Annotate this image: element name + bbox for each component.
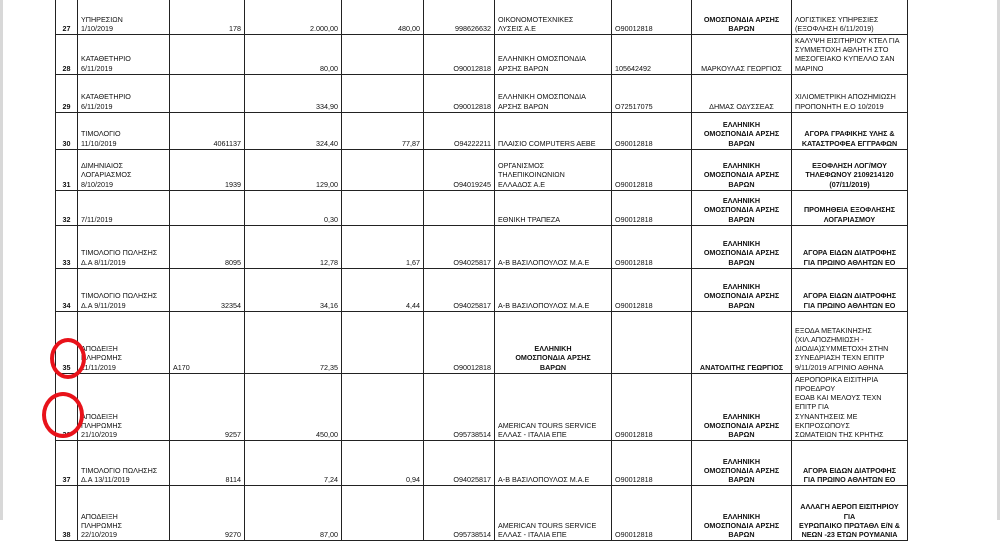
beneficiary-cell-line: ΟΜΟΣΠΟΝΔΙΑ ΑΡΣΗΣ: [703, 205, 780, 215]
beneficiary-cell: [692, 373, 792, 440]
description-cell-line: (ΧΙΛ.ΑΠΟΖΗΜΙΩΣΗ -: [795, 335, 864, 344]
code-cell: O90012818: [612, 190, 692, 225]
description-cell-line: ΣΥΝΑΝΤΗΣΕΙΣ ΜΕ ΕΚΠΡΟΣΩΠΟΥΣ: [795, 411, 858, 430]
payee-cell: [495, 74, 612, 112]
vat-cell: [342, 373, 424, 440]
description-cell-line: ΣΥΜΜΕΤΟΧΗ ΑΘΛΗΤΗ ΣΤΟ: [795, 45, 889, 55]
document-number: [170, 74, 245, 112]
amount-cell: 12,78: [245, 225, 342, 268]
beneficiary-cell-line: ΟΜΟΣΠΟΝΔΙΑ ΑΡΣΗΣ: [703, 170, 780, 180]
document-number: 32354: [170, 268, 245, 311]
description-cell-line: 9/11/2019 ΑΓΡΙΝΙΟ ΑΘΗΝΑ: [795, 362, 884, 372]
table-row: [56, 311, 908, 373]
table-row: [56, 74, 908, 112]
code-cell: [612, 311, 692, 373]
description-cell-line: ΕΞΟΔΑ ΜΕΤΑΚΙΝΗΣΗΣ: [795, 325, 872, 335]
expense-ledger-table: [55, 0, 908, 541]
payee-cell-line: Α-Β ΒΑΣΙΛΟΠΟΥΛΟΣ Μ.Α.Ε: [498, 475, 590, 485]
beneficiary-cell: [692, 268, 792, 311]
payee-cell-line: ΑΡΣΗΣ ΒΑΡΩΝ: [498, 63, 549, 73]
document-number: 8114: [170, 441, 245, 486]
description-cell-line: ΚΑΤΑΣΤΡΟΦΕΑ ΕΓΓΡΑΦΩΝ: [801, 138, 898, 148]
document-type-date-line: 7/11/2019: [81, 214, 113, 224]
beneficiary-cell-line: ΒΑΡΩΝ: [728, 214, 755, 224]
document-type-date-line: ΑΠΟΔΕΙΞΗ: [81, 511, 118, 521]
amount-cell: 34,16: [245, 268, 342, 311]
tax-id-cell: O94025817: [424, 441, 495, 486]
document-type-date-line: 6/11/2019: [81, 101, 113, 111]
payee-cell-line: ΕΛΛΑΣ - ΙΤΑΛΙΑ ΕΠΕ: [498, 530, 567, 540]
document-number: [170, 190, 245, 225]
payee-cell: [495, 225, 612, 268]
beneficiary-cell-line: ΒΑΡΩΝ: [728, 430, 755, 440]
document-type-date: [78, 441, 170, 486]
tax-id-cell: O90012818: [424, 74, 495, 112]
description-cell-line: ΑΓΟΡΑ ΕΙΔΩΝ ΔΙΑΤΡΟΦΗΣ: [802, 465, 897, 475]
row-number: 29: [56, 74, 78, 112]
beneficiary-cell: [692, 190, 792, 225]
document-number: 178: [170, 0, 245, 35]
description-cell: [792, 190, 908, 225]
vat-cell: 0,94: [342, 441, 424, 486]
beneficiary-cell-line: ΔΗΜΑΣ ΟΔΥΣΣΕΑΣ: [709, 101, 774, 111]
document-type-date-line: ΤΙΜΟΛΟΓΙΟ ΠΩΛΗΣΗΣ: [81, 465, 158, 475]
payee-cell-line: ΑΡΣΗΣ ΒΑΡΩΝ: [498, 101, 549, 111]
description-cell: [792, 268, 908, 311]
description-cell-line: ΣΩΜΑΤΕΙΩΝ ΤΗΣ ΚΡΗΤΗΣ: [795, 430, 884, 440]
beneficiary-cell-line: ΒΑΡΩΝ: [728, 300, 755, 310]
beneficiary-cell-line: ΟΜΟΣΠΟΝΔΙΑ ΑΡΣΗΣ: [703, 420, 780, 430]
beneficiary-cell-line: ΒΑΡΩΝ: [728, 257, 755, 267]
amount-cell: 87,00: [245, 486, 342, 541]
document-type-date-line: Δ.Α 9/11/2019: [81, 300, 126, 310]
beneficiary-cell-line: ΕΛΛΗΝΙΚΗ: [722, 411, 761, 421]
document-number: 4061137: [170, 112, 245, 149]
beneficiary-cell-line: ΟΜΟΣΠΟΝΔΙΑ ΑΡΣΗΣ: [703, 129, 780, 139]
row-number: 33: [56, 225, 78, 268]
tax-id-cell: O94025817: [424, 225, 495, 268]
payee-cell-line: ΠΛΑΙΣΙΟ COMPUTERS AEBE: [498, 138, 596, 148]
row-number: 34: [56, 268, 78, 311]
description-cell-line: (ΕΞΟΦΛΗΣΗ 6/11/2019): [795, 23, 874, 33]
payee-cell-line: ΟΡΓΑΝΙΣΜΟΣ: [498, 161, 545, 171]
description-cell-line: (07/11/2019): [829, 179, 870, 189]
amount-cell: 0,30: [245, 190, 342, 225]
row-number: 32: [56, 190, 78, 225]
amount-cell: 324,40: [245, 112, 342, 149]
amount-cell: 7,24: [245, 441, 342, 486]
vat-cell: 4,44: [342, 268, 424, 311]
beneficiary-cell: [692, 311, 792, 373]
description-cell: [792, 35, 908, 75]
document-type-date: [78, 74, 170, 112]
beneficiary-cell-line: ΒΑΡΩΝ: [728, 530, 755, 540]
beneficiary-cell-line: ΕΛΛΗΝΙΚΗ: [722, 456, 761, 466]
document-type-date-line: ΠΛΗΡΩΜΗΣ: [81, 520, 122, 530]
description-cell-line: ΑΓΟΡΑ ΕΙΔΩΝ ΔΙΑΤΡΟΦΗΣ: [802, 248, 897, 258]
beneficiary-cell-line: ΒΑΡΩΝ: [728, 138, 755, 148]
code-cell: O90012818: [612, 486, 692, 541]
document-type-date-line: Δ.Α 8/11/2019: [81, 257, 126, 267]
row-number: 27: [56, 0, 78, 35]
amount-cell: 80,00: [245, 35, 342, 75]
payee-cell: [495, 190, 612, 225]
description-cell-line: ΠΡΟΠΟΝΗΤΗ Ε.Ο 10/2019: [795, 101, 884, 111]
description-cell: [792, 74, 908, 112]
description-cell-line: ΝΕΩΝ -23 ΕΤΩΝ ΡΟΥΜΑΝΙΑ: [801, 530, 898, 540]
description-cell-line: ΑΓΟΡΑ ΓΡΑΦΙΚΗΣ ΥΛΗΣ &: [804, 129, 895, 139]
document-type-date: [78, 35, 170, 75]
tax-id-cell: O94019245: [424, 149, 495, 190]
document-number: 9270: [170, 486, 245, 541]
beneficiary-cell-line: ΕΛΛΗΝΙΚΗ: [722, 120, 761, 130]
code-cell: O90012818: [612, 441, 692, 486]
beneficiary-cell-line: ΜΑΡΚΟΥΛΑΣ ΓΕΩΡΓΙΟΣ: [701, 63, 782, 73]
description-cell: [792, 441, 908, 486]
document-type-date-line: 22/10/2019: [81, 530, 117, 540]
table-row: [56, 373, 908, 440]
document-number: [170, 35, 245, 75]
beneficiary-cell: [692, 35, 792, 75]
document-number: 9257: [170, 373, 245, 440]
description-cell: [792, 486, 908, 541]
payee-cell-line: ΟΜΟΣΠΟΝΔΙΑ ΑΡΣΗΣ: [515, 353, 591, 363]
beneficiary-cell-line: ΟΜΟΣΠΟΝΔΙΑ ΑΡΣΗΣ: [703, 248, 780, 258]
code-cell: O90012818: [612, 225, 692, 268]
description-cell-line: ΛΟΓΙΣΤΙΚΕΣ ΥΠΗΡΕΣΙΕΣ: [795, 14, 879, 24]
description-cell: [792, 149, 908, 190]
row-number: 28: [56, 35, 78, 75]
tax-id-cell: O94222211: [424, 112, 495, 149]
table-row: [56, 149, 908, 190]
table-row: [56, 0, 908, 35]
vat-cell: 480,00: [342, 0, 424, 35]
description-cell-line: ΜΕΣΟΓΕΙΑΚΟ ΚΥΠΕΛΛΟ ΣΑΝ: [795, 54, 895, 64]
row-number: 31: [56, 149, 78, 190]
beneficiary-cell: [692, 0, 792, 35]
document-type-date-line: 11/10/2019: [81, 138, 117, 148]
beneficiary-cell-line: ΟΜΟΣΠΟΝΔΙΑ ΑΡΣΗΣ: [703, 14, 780, 24]
tax-id-cell: O95738514: [424, 373, 495, 440]
document-type-date-line: ΑΠΟΔΕΙΞΗ: [81, 411, 118, 421]
payee-cell-line: ΕΛΛΑΔΟΣ Α.Ε: [498, 179, 546, 189]
description-cell-line: ΛΟΓΑΡΙΑΣΜΟΥ: [823, 214, 876, 224]
document-type-date: [78, 311, 170, 373]
vat-cell: [342, 311, 424, 373]
tax-id-cell: [424, 190, 495, 225]
document-type-date-line: Δ.Α 13/11/2019: [81, 475, 130, 485]
code-cell: O90012818: [612, 268, 692, 311]
table-row: [56, 112, 908, 149]
amount-cell: 2.000,00: [245, 0, 342, 35]
description-cell-line: ΑΓΟΡΑ ΕΙΔΩΝ ΔΙΑΤΡΟΦΗΣ: [802, 291, 897, 301]
beneficiary-cell-line: ΕΛΛΗΝΙΚΗ: [722, 196, 761, 206]
red-annotation-circle-35: [50, 338, 86, 379]
document-number: 1939: [170, 149, 245, 190]
red-annotation-circle-36: [42, 392, 84, 438]
document-type-date-line: 11/11/2019: [81, 362, 116, 372]
table-row: [56, 35, 908, 75]
beneficiary-cell-line: ΟΜΟΣΠΟΝΔΙΑ ΑΡΣΗΣ: [703, 520, 780, 530]
document-type-date: [78, 486, 170, 541]
payee-cell-line: Α-Β ΒΑΣΙΛΟΠΟΥΛΟΣ Μ.Α.Ε: [498, 300, 590, 310]
description-cell-line: ΧΙΛΙΟΜΕΤΡΙΚΗ ΑΠΟΖΗΜΙΩΣΗ: [795, 92, 896, 102]
document-type-date-line: ΤΙΜΟΛΟΓΙΟ ΠΩΛΗΣΗΣ: [81, 291, 158, 301]
document-type-date-line: 21/10/2019: [81, 430, 117, 440]
row-number: 35: [56, 311, 78, 373]
description-cell-line: ΓΙΑ ΠΡΩΙΝΟ ΑΘΛΗΤΩΝ ΕΟ: [803, 257, 896, 267]
description-cell: [792, 0, 908, 35]
description-cell-line: ΔΙΟΔΙΑ)ΣΥΜΜΕΤΟΧΗ ΣΤΗΝ: [795, 344, 889, 354]
vat-cell: [342, 35, 424, 75]
description-cell-line: ΚΑΛΥΨΗ ΕΙΣΙΤΗΡΙΟΥ ΚΤΕΛ ΓΙΑ: [795, 36, 900, 45]
document-type-date-line: 8/10/2019: [81, 179, 113, 189]
document-type-date-line: 1/10/2019: [81, 23, 113, 33]
beneficiary-cell: [692, 441, 792, 486]
code-cell: O90012818: [612, 0, 692, 35]
description-cell-line: ΠΡΟΜΗΘΕΙΑ ΕΞΟΦΛΗΣΗΣ: [803, 205, 896, 215]
beneficiary-cell-line: ΕΛΛΗΝΙΚΗ: [722, 239, 761, 249]
document-type-date-line: ΛΟΓΑΡΙΑΣΜΟΣ: [81, 170, 132, 180]
document-type-date-line: ΠΛΗΡΩΜΗΣ: [81, 353, 122, 363]
beneficiary-cell-line: ΒΑΡΩΝ: [728, 475, 755, 485]
document-number: A170: [170, 311, 245, 373]
code-cell: O72517075: [612, 74, 692, 112]
beneficiary-cell-line: ΟΜΟΣΠΟΝΔΙΑ ΑΡΣΗΣ: [703, 465, 780, 475]
document-type-date: [78, 373, 170, 440]
description-cell-line: ΑΛΛΑΓΗ ΑΕΡΟΠ ΕΙΣΙΤΗΡΙΟΥ ΓΙΑ: [800, 502, 899, 521]
row-number: 38: [56, 486, 78, 541]
document-type-date-line: ΚΑΤΑΘΕΤΗΡΙΟ: [81, 92, 131, 102]
document-type-date-line: ΤΙΜΟΛΟΓΙΟ: [81, 129, 121, 139]
description-cell-line: ΕΟΑΒ ΚΑΙ ΜΕΛΟΥΣ ΤΕΧΝ ΕΠΙΤΡ ΓΙΑ: [795, 393, 882, 412]
payee-cell-line: ΒΑΡΩΝ: [539, 362, 567, 372]
payee-cell: [495, 486, 612, 541]
payee-cell: [495, 0, 612, 35]
vat-cell: 77,87: [342, 112, 424, 149]
tax-id-cell: O94025817: [424, 268, 495, 311]
document-type-date: [78, 149, 170, 190]
payee-cell-line: AMERICAN TOURS SERVICE: [498, 420, 597, 430]
row-number: 30: [56, 112, 78, 149]
payee-cell-line: ΤΗΛΕΠΙΚΟΙΝΩΝΙΩΝ: [498, 170, 565, 180]
document-type-date-line: ΤΙΜΟΛΟΓΙΟ ΠΩΛΗΣΗΣ: [81, 248, 158, 258]
description-cell: [792, 112, 908, 149]
document-type-date-line: ΑΠΟΔΕΙΞΗ: [81, 344, 118, 354]
code-cell: O90012818: [612, 373, 692, 440]
table-row: [56, 190, 908, 225]
payee-cell-line: ΕΛΛΗΝΙΚΗ: [534, 344, 572, 354]
vat-cell: [342, 149, 424, 190]
document-type-date: [78, 190, 170, 225]
payee-cell: [495, 35, 612, 75]
beneficiary-cell: [692, 149, 792, 190]
payee-cell-line: AMERICAN TOURS SERVICE: [498, 520, 597, 530]
document-type-date-line: ΚΑΤΑΘΕΤΗΡΙΟ: [81, 54, 131, 64]
payee-cell-line: ΕΛΛΑΣ - ΙΤΑΛΙΑ ΕΠΕ: [498, 430, 567, 440]
beneficiary-cell: [692, 225, 792, 268]
amount-cell: 450,00: [245, 373, 342, 440]
code-cell: 105642492: [612, 35, 692, 75]
description-cell-line: ΓΙΑ ΠΡΩΙΝΟ ΑΘΛΗΤΩΝ ΕΟ: [803, 300, 896, 310]
description-cell-line: ΤΗΛΕΦΩΝΟΥ 2109214120: [805, 170, 894, 180]
description-cell-line: ΓΙΑ ΠΡΩΙΝΟ ΑΘΛΗΤΩΝ ΕΟ: [803, 475, 896, 485]
document-type-date-line: ΠΛΗΡΩΜΗΣ: [81, 420, 122, 430]
description-cell: [792, 225, 908, 268]
row-number: 36: [56, 373, 78, 440]
document-type-date-line: 6/11/2019: [81, 63, 113, 73]
payee-cell: [495, 311, 612, 373]
beneficiary-cell-line: ΟΜΟΣΠΟΝΔΙΑ ΑΡΣΗΣ: [703, 291, 780, 301]
document-type-date: [78, 0, 170, 35]
beneficiary-cell-line: ΕΛΛΗΝΙΚΗ: [722, 161, 761, 171]
document-number: 8095: [170, 225, 245, 268]
description-cell: [792, 311, 908, 373]
document-type-date: [78, 268, 170, 311]
payee-cell-line: ΟΙΚΟΝΟΜΟΤΕΧΝΙΚΕΣ: [498, 14, 574, 24]
payee-cell-line: Α-Β ΒΑΣΙΛΟΠΟΥΛΟΣ Μ.Α.Ε: [498, 257, 590, 267]
payee-cell: [495, 112, 612, 149]
beneficiary-cell-line: ΒΑΡΩΝ: [728, 179, 755, 189]
tax-id-cell: O95738514: [424, 486, 495, 541]
beneficiary-cell-line: ΕΛΛΗΝΙΚΗ: [722, 282, 761, 292]
description-cell-line: ΑΕΡΟΠΟΡΙΚΑ ΕΙΣΙΤΗΡΙΑ ΠΡΟΕΔΡΟΥ: [795, 374, 878, 394]
payee-cell: [495, 149, 612, 190]
payee-cell: [495, 373, 612, 440]
amount-cell: 129,00: [245, 149, 342, 190]
description-cell-line: ΕΞΟΦΛΗΣΗ ΛΟΓ/ΜΟΥ: [812, 161, 887, 171]
vat-cell: [342, 486, 424, 541]
description-cell-line: ΜΑΡΙΝΟ: [795, 63, 824, 73]
description-cell-line: ΕΥΡΩΠΑΙΚΟ ΠΡΩΤΑΘΛ Ε/Ν &: [799, 520, 900, 530]
payee-cell: [495, 268, 612, 311]
document-type-date-line: ΔΙΜΗΝΙΑΙΟΣ: [81, 161, 123, 171]
payee-cell-line: ΛΥΣΕΙΣ Α.Ε: [498, 23, 536, 33]
payee-cell-line: ΕΘΝΙΚΗ ΤΡΑΠΕΖΑ: [498, 214, 561, 224]
table-row: [56, 486, 908, 541]
vat-cell: [342, 74, 424, 112]
tax-id-cell: O90012818: [424, 35, 495, 75]
payee-cell-line: ΕΛΛΗΝΙΚΗ ΟΜΟΣΠΟΝΔΙΑ: [498, 92, 586, 102]
beneficiary-cell: [692, 112, 792, 149]
payee-cell: [495, 441, 612, 486]
page-edge-left: [0, 0, 3, 520]
document-type-date: [78, 225, 170, 268]
vat-cell: 1,67: [342, 225, 424, 268]
tax-id-cell: 998626632: [424, 0, 495, 35]
beneficiary-cell: [692, 74, 792, 112]
table-row: [56, 268, 908, 311]
table-row: [56, 441, 908, 486]
table-row: [56, 225, 908, 268]
description-cell-line: ΣΥΝΕΔΡΙΑΣΗ ΤΕΧΝ ΕΠΙΤΡ: [795, 353, 885, 363]
description-cell: [792, 373, 908, 440]
ledger-body: [56, 0, 908, 541]
amount-cell: 72,35: [245, 311, 342, 373]
amount-cell: 334,90: [245, 74, 342, 112]
vat-cell: [342, 190, 424, 225]
beneficiary-cell-line: ΑΝΑΤΟΛΙΤΗΣ ΓΕΩΡΓΙΟΣ: [699, 362, 784, 372]
row-number: 37: [56, 441, 78, 486]
document-type-date: [78, 112, 170, 149]
beneficiary-cell-line: ΒΑΡΩΝ: [728, 23, 755, 33]
beneficiary-cell: [692, 486, 792, 541]
tax-id-cell: O90012818: [424, 311, 495, 373]
beneficiary-cell-line: ΕΛΛΗΝΙΚΗ: [722, 511, 761, 521]
code-cell: O90012818: [612, 149, 692, 190]
document-type-date-line: ΥΠΗΡΕΣΙΩΝ: [81, 14, 123, 24]
code-cell: O90012818: [612, 112, 692, 149]
payee-cell-line: ΕΛΛΗΝΙΚΗ ΟΜΟΣΠΟΝΔΙΑ: [498, 54, 586, 64]
